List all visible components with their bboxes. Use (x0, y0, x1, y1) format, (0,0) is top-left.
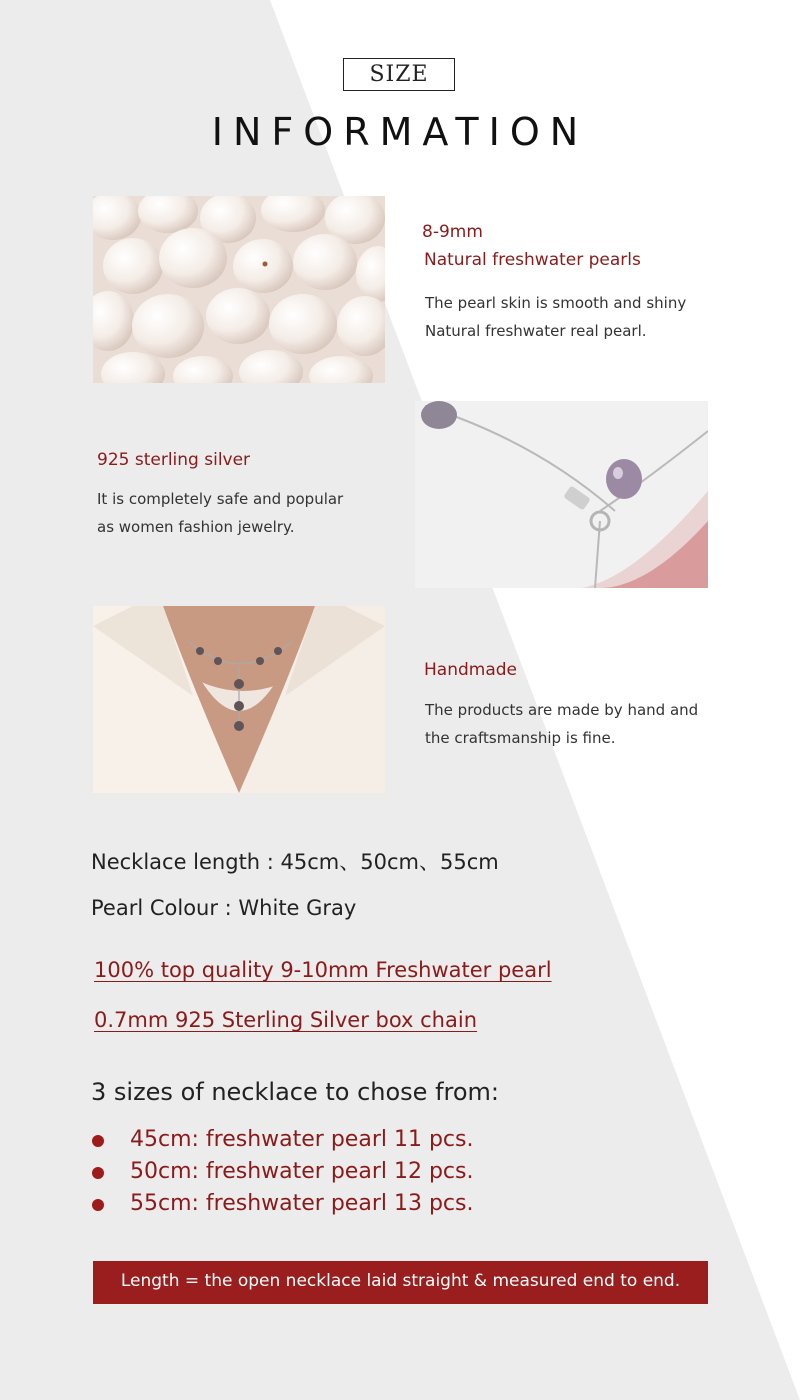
bullet-dot (92, 1135, 104, 1147)
bullet-dot (92, 1199, 104, 1211)
feature-3-desc-line1: The products are made by hand and (425, 701, 699, 719)
necklace-length-spec: Necklace length : 45cm、50cm、55cm (91, 850, 499, 874)
sizes-title: 3 sizes of necklace to chose from: (91, 1078, 500, 1106)
size-label: SIZE (343, 58, 455, 91)
feature-1-heading-line1: 8-9mm (422, 222, 483, 242)
feature-2-heading: 925 sterling silver (97, 450, 251, 470)
size-item-45cm: 45cm: freshwater pearl 11 pcs. (130, 1127, 474, 1152)
feature-3-desc-line2: the craftsmanship is fine. (425, 729, 616, 747)
feature-3-heading: Handmade (424, 660, 517, 680)
silver-chain-photo (415, 401, 708, 588)
feature-1-desc-line2: Natural freshwater real pearl. (425, 322, 647, 340)
model-wearing-necklace-photo (93, 606, 385, 793)
page-title: INFORMATION (211, 110, 589, 154)
feature-1-heading-line2: Natural freshwater pearls (424, 250, 641, 270)
bullet-dot (92, 1167, 104, 1179)
pearls-photo (93, 196, 385, 383)
size-item-50cm: 50cm: freshwater pearl 12 pcs. (130, 1159, 474, 1184)
chain-highlight: 0.7mm 925 Sterling Silver box chain (94, 1008, 478, 1032)
quality-highlight: 100% top quality 9-10mm Freshwater pearl (94, 958, 552, 982)
feature-2-desc-line1: It is completely safe and popular (97, 490, 344, 508)
size-item-55cm: 55cm: freshwater pearl 13 pcs. (130, 1191, 474, 1216)
pearl-colour-spec: Pearl Colour : White Gray (91, 896, 357, 920)
feature-1-desc-line1: The pearl skin is smooth and shiny (425, 294, 687, 312)
feature-2-desc-line2: as women fashion jewelry. (97, 518, 295, 536)
length-note-banner: Length = the open necklace laid straight & measured end to end. (93, 1261, 708, 1304)
